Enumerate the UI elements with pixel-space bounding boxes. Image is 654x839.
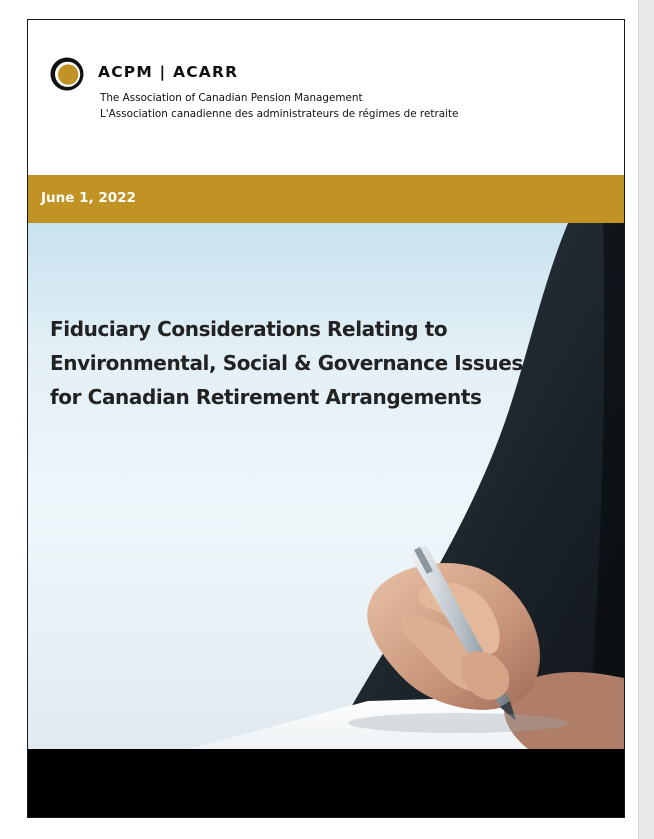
hero-image-area <box>28 223 624 749</box>
logo-wordmark: ACPM | ACARR <box>98 63 239 81</box>
title-line: for Canadian Retirement Arrangements <box>50 385 482 409</box>
document-cover-page <box>27 19 625 818</box>
title-line: Environmental, Social & Governance Issues <box>50 351 523 375</box>
title-line: Fiduciary Considerations Relating to <box>50 317 448 341</box>
publication-date: June 1, 2022 <box>41 190 136 206</box>
date-band <box>28 175 624 223</box>
hand-writing-with-pen-illustration <box>28 223 624 749</box>
org-name-french: L'Association canadienne des administrateurs de régimes de retraite <box>100 108 459 120</box>
org-name-english: The Association of Canadian Pension Management <box>100 92 363 104</box>
cover-header <box>28 20 624 175</box>
document-title <box>50 312 570 414</box>
footer-band <box>28 749 624 817</box>
acpm-ring-logo-icon <box>49 56 85 92</box>
viewer-scrollbar[interactable] <box>638 0 654 839</box>
